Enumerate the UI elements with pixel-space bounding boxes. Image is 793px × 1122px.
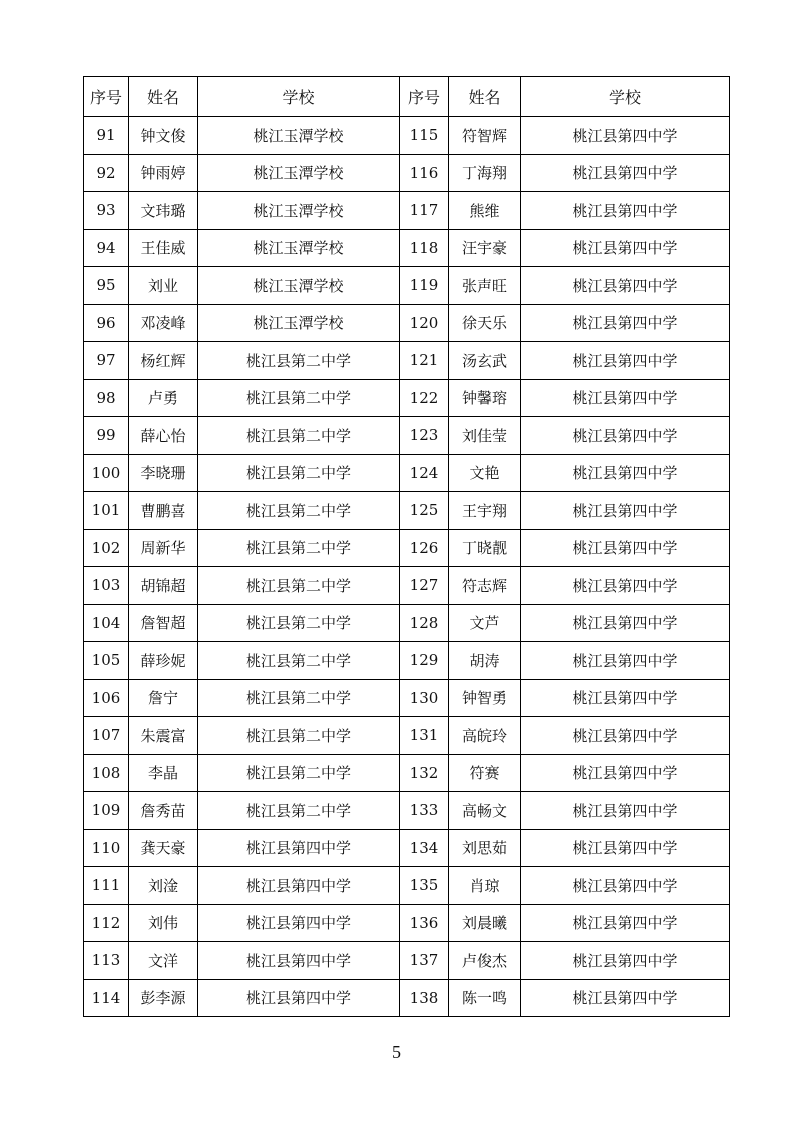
header-name-left: 姓名 xyxy=(129,77,198,117)
school-name-cell: 桃江县第四中学 xyxy=(521,829,730,867)
table-row xyxy=(84,679,730,717)
serial-number-cell: 137 xyxy=(400,942,449,980)
student-name-cell: 熊维 xyxy=(449,192,521,230)
school-name-cell: 桃江县第四中学 xyxy=(521,492,730,530)
school-name-cell: 桃江玉潭学校 xyxy=(198,304,400,342)
student-name-cell: 胡锦超 xyxy=(129,567,198,605)
school-name-cell: 桃江玉潭学校 xyxy=(198,117,400,155)
header-no-left: 序号 xyxy=(84,77,129,117)
table-row xyxy=(84,754,730,792)
header-school-left: 学校 xyxy=(198,77,400,117)
table-row xyxy=(84,379,730,417)
school-name-cell: 桃江县第四中学 xyxy=(521,267,730,305)
serial-number-cell: 109 xyxy=(84,792,129,830)
student-name-cell: 刘思茹 xyxy=(449,829,521,867)
student-name-cell: 钟馨瑢 xyxy=(449,379,521,417)
student-name-cell: 薛珍妮 xyxy=(129,642,198,680)
school-name-cell: 桃江县第二中学 xyxy=(198,642,400,680)
roster-body xyxy=(84,117,730,1017)
table-row xyxy=(84,717,730,755)
student-name-cell: 王宇翔 xyxy=(449,492,521,530)
student-name-cell: 符赛 xyxy=(449,754,521,792)
header-row xyxy=(84,77,730,117)
student-name-cell: 符智辉 xyxy=(449,117,521,155)
serial-number-cell: 112 xyxy=(84,904,129,942)
student-name-cell: 卢俊杰 xyxy=(449,942,521,980)
school-name-cell: 桃江县第四中学 xyxy=(521,567,730,605)
school-name-cell: 桃江县第二中学 xyxy=(198,529,400,567)
serial-number-cell: 122 xyxy=(400,379,449,417)
serial-number-cell: 94 xyxy=(84,229,129,267)
student-name-cell: 文洋 xyxy=(129,942,198,980)
student-name-cell: 李晓珊 xyxy=(129,454,198,492)
student-name-cell: 丁晓靓 xyxy=(449,529,521,567)
table-row xyxy=(84,979,730,1017)
serial-number-cell: 108 xyxy=(84,754,129,792)
serial-number-cell: 102 xyxy=(84,529,129,567)
student-name-cell: 汤玄武 xyxy=(449,342,521,380)
serial-number-cell: 126 xyxy=(400,529,449,567)
school-name-cell: 桃江县第四中学 xyxy=(521,979,730,1017)
serial-number-cell: 129 xyxy=(400,642,449,680)
table-row xyxy=(84,492,730,530)
school-name-cell: 桃江县第四中学 xyxy=(521,529,730,567)
student-name-cell: 卢勇 xyxy=(129,379,198,417)
school-name-cell: 桃江县第四中学 xyxy=(521,417,730,455)
school-name-cell: 桃江县第二中学 xyxy=(198,754,400,792)
student-name-cell: 朱震富 xyxy=(129,717,198,755)
school-name-cell: 桃江县第二中学 xyxy=(198,604,400,642)
student-name-cell: 詹秀苗 xyxy=(129,792,198,830)
serial-number-cell: 118 xyxy=(400,229,449,267)
table-row xyxy=(84,642,730,680)
student-name-cell: 刘佳莹 xyxy=(449,417,521,455)
school-name-cell: 桃江县第四中学 xyxy=(521,379,730,417)
student-name-cell: 徐天乐 xyxy=(449,304,521,342)
header-school-right: 学校 xyxy=(521,77,730,117)
table-row xyxy=(84,604,730,642)
table-row xyxy=(84,942,730,980)
table-row xyxy=(84,267,730,305)
school-name-cell: 桃江玉潭学校 xyxy=(198,229,400,267)
school-name-cell: 桃江县第四中学 xyxy=(521,679,730,717)
serial-number-cell: 125 xyxy=(400,492,449,530)
serial-number-cell: 96 xyxy=(84,304,129,342)
student-name-cell: 邓凌峰 xyxy=(129,304,198,342)
serial-number-cell: 92 xyxy=(84,154,129,192)
school-name-cell: 桃江县第四中学 xyxy=(521,904,730,942)
serial-number-cell: 119 xyxy=(400,267,449,305)
school-name-cell: 桃江县第四中学 xyxy=(521,604,730,642)
school-name-cell: 桃江县第二中学 xyxy=(198,454,400,492)
serial-number-cell: 132 xyxy=(400,754,449,792)
school-name-cell: 桃江玉潭学校 xyxy=(198,192,400,230)
school-name-cell: 桃江玉潭学校 xyxy=(198,154,400,192)
student-name-cell: 龚天豪 xyxy=(129,829,198,867)
serial-number-cell: 98 xyxy=(84,379,129,417)
table-row xyxy=(84,454,730,492)
school-name-cell: 桃江县第二中学 xyxy=(198,679,400,717)
table-row xyxy=(84,154,730,192)
student-name-cell: 曹鹏喜 xyxy=(129,492,198,530)
student-name-cell: 詹智超 xyxy=(129,604,198,642)
table-row xyxy=(84,792,730,830)
serial-number-cell: 115 xyxy=(400,117,449,155)
school-name-cell: 桃江县第二中学 xyxy=(198,567,400,605)
student-name-cell: 杨红辉 xyxy=(129,342,198,380)
header-name-right: 姓名 xyxy=(449,77,521,117)
student-name-cell: 王佳威 xyxy=(129,229,198,267)
school-name-cell: 桃江县第二中学 xyxy=(198,379,400,417)
serial-number-cell: 134 xyxy=(400,829,449,867)
roster-table xyxy=(83,76,730,1017)
school-name-cell: 桃江县第四中学 xyxy=(521,304,730,342)
serial-number-cell: 99 xyxy=(84,417,129,455)
table-row xyxy=(84,529,730,567)
student-name-cell: 钟智勇 xyxy=(449,679,521,717)
serial-number-cell: 103 xyxy=(84,567,129,605)
table-row xyxy=(84,867,730,905)
school-name-cell: 桃江县第四中学 xyxy=(521,117,730,155)
serial-number-cell: 117 xyxy=(400,192,449,230)
serial-number-cell: 133 xyxy=(400,792,449,830)
student-name-cell: 周新华 xyxy=(129,529,198,567)
school-name-cell: 桃江县第二中学 xyxy=(198,417,400,455)
school-name-cell: 桃江县第四中学 xyxy=(521,717,730,755)
school-name-cell: 桃江县第四中学 xyxy=(521,342,730,380)
student-name-cell: 文芦 xyxy=(449,604,521,642)
serial-number-cell: 121 xyxy=(400,342,449,380)
serial-number-cell: 120 xyxy=(400,304,449,342)
school-name-cell: 桃江县第四中学 xyxy=(521,642,730,680)
serial-number-cell: 114 xyxy=(84,979,129,1017)
serial-number-cell: 130 xyxy=(400,679,449,717)
serial-number-cell: 93 xyxy=(84,192,129,230)
serial-number-cell: 127 xyxy=(400,567,449,605)
header-no-right: 序号 xyxy=(400,77,449,117)
serial-number-cell: 101 xyxy=(84,492,129,530)
student-name-cell: 薛心怡 xyxy=(129,417,198,455)
student-name-cell: 刘业 xyxy=(129,267,198,305)
school-name-cell: 桃江县第四中学 xyxy=(521,229,730,267)
table-row xyxy=(84,904,730,942)
school-name-cell: 桃江县第四中学 xyxy=(521,754,730,792)
serial-number-cell: 105 xyxy=(84,642,129,680)
table-row xyxy=(84,342,730,380)
school-name-cell: 桃江县第四中学 xyxy=(198,904,400,942)
school-name-cell: 桃江县第四中学 xyxy=(521,192,730,230)
serial-number-cell: 100 xyxy=(84,454,129,492)
student-name-cell: 刘晨曦 xyxy=(449,904,521,942)
school-name-cell: 桃江县第四中学 xyxy=(521,867,730,905)
student-name-cell: 丁海翔 xyxy=(449,154,521,192)
student-name-cell: 钟雨婷 xyxy=(129,154,198,192)
school-name-cell: 桃江县第四中学 xyxy=(521,942,730,980)
student-name-cell: 汪宇豪 xyxy=(449,229,521,267)
serial-number-cell: 131 xyxy=(400,717,449,755)
serial-number-cell: 124 xyxy=(400,454,449,492)
serial-number-cell: 97 xyxy=(84,342,129,380)
table-row xyxy=(84,192,730,230)
student-name-cell: 高畅文 xyxy=(449,792,521,830)
student-name-cell: 高皖玲 xyxy=(449,717,521,755)
school-name-cell: 桃江县第四中学 xyxy=(521,792,730,830)
serial-number-cell: 95 xyxy=(84,267,129,305)
serial-number-cell: 110 xyxy=(84,829,129,867)
student-name-cell: 钟文俊 xyxy=(129,117,198,155)
student-name-cell: 刘伟 xyxy=(129,904,198,942)
student-name-cell: 胡涛 xyxy=(449,642,521,680)
serial-number-cell: 106 xyxy=(84,679,129,717)
student-name-cell: 詹宁 xyxy=(129,679,198,717)
table-row xyxy=(84,117,730,155)
school-name-cell: 桃江县第二中学 xyxy=(198,492,400,530)
serial-number-cell: 91 xyxy=(84,117,129,155)
student-name-cell: 张声旺 xyxy=(449,267,521,305)
table-row xyxy=(84,229,730,267)
serial-number-cell: 104 xyxy=(84,604,129,642)
serial-number-cell: 113 xyxy=(84,942,129,980)
school-name-cell: 桃江县第二中学 xyxy=(198,717,400,755)
table-row xyxy=(84,304,730,342)
student-name-cell: 彭李源 xyxy=(129,979,198,1017)
student-name-cell: 文玮璐 xyxy=(129,192,198,230)
student-name-cell: 李晶 xyxy=(129,754,198,792)
school-name-cell: 桃江县第四中学 xyxy=(521,454,730,492)
school-name-cell: 桃江县第二中学 xyxy=(198,342,400,380)
school-name-cell: 桃江玉潭学校 xyxy=(198,267,400,305)
table-row xyxy=(84,829,730,867)
serial-number-cell: 123 xyxy=(400,417,449,455)
school-name-cell: 桃江县第四中学 xyxy=(198,829,400,867)
school-name-cell: 桃江县第四中学 xyxy=(521,154,730,192)
school-name-cell: 桃江县第四中学 xyxy=(198,942,400,980)
serial-number-cell: 111 xyxy=(84,867,129,905)
school-name-cell: 桃江县第二中学 xyxy=(198,792,400,830)
student-name-cell: 文艳 xyxy=(449,454,521,492)
table-row xyxy=(84,417,730,455)
serial-number-cell: 136 xyxy=(400,904,449,942)
table-row xyxy=(84,567,730,605)
serial-number-cell: 107 xyxy=(84,717,129,755)
school-name-cell: 桃江县第四中学 xyxy=(198,867,400,905)
student-name-cell: 符志辉 xyxy=(449,567,521,605)
serial-number-cell: 116 xyxy=(400,154,449,192)
student-name-cell: 肖琼 xyxy=(449,867,521,905)
school-name-cell: 桃江县第四中学 xyxy=(198,979,400,1017)
student-name-cell: 刘淦 xyxy=(129,867,198,905)
student-name-cell: 陈一鸣 xyxy=(449,979,521,1017)
page-number: 5 xyxy=(392,1042,401,1062)
serial-number-cell: 138 xyxy=(400,979,449,1017)
serial-number-cell: 135 xyxy=(400,867,449,905)
serial-number-cell: 128 xyxy=(400,604,449,642)
